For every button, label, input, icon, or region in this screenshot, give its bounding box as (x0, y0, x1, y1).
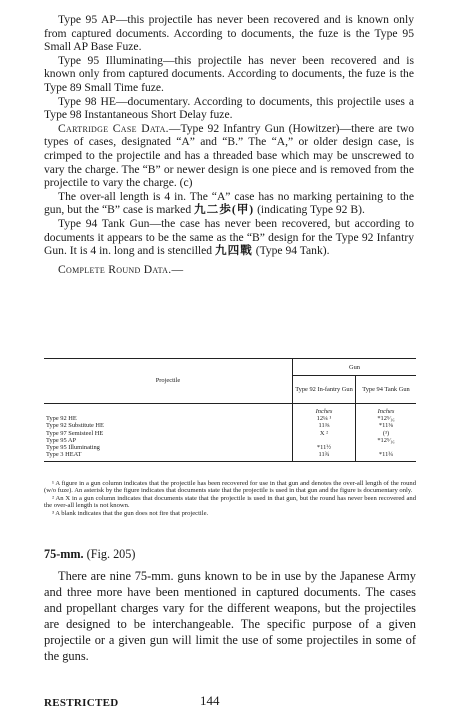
header-gun: Gun (293, 359, 417, 376)
table-row (44, 415, 416, 422)
table-row (44, 444, 416, 451)
paragraph-type98-he: Type 98 HE—documentary. According to documents, this projectile uses a Type 98 Instantaneous Short Delay fuze. (44, 94, 414, 122)
header-type92-gun: Type 92 In-fantry Gun (293, 376, 356, 404)
kanji-marking-94: 九四戰 (215, 244, 253, 258)
table-row (44, 437, 416, 444)
paragraph-overall-length (44, 190, 414, 217)
paragraph-75mm: There are nine 75-mm. guns known to be in use by the Japanese Army and three more have been mentioned in captured documents. The cases and propellant charges vary for the different weapons, but the projectiles are designed to be interchangeable. The specific purpose of a given projectile or a given gun will limit the use of some projectiles in some of the guns. (44, 569, 416, 663)
paragraph-type95-illuminating: Type 95 Illuminating—this projectile has never been recovered and is known only from captured documents. According to documents, the fuze is the Type 89 Small Time fuze. (44, 53, 414, 94)
paragraph-type94-tank (44, 217, 414, 258)
row-name: Type 97 Semisteel HE (44, 430, 293, 437)
row-gun2-value: *11¾ (356, 451, 417, 462)
complete-round-heading: Complete Round Data.— (58, 262, 184, 276)
row-name: Type 3 HEAT (44, 451, 293, 462)
classification-marking: RESTRICTED (44, 697, 119, 709)
row-gun2-value: (³) (382, 429, 390, 437)
complete-round-table (44, 358, 416, 462)
row-gun1-value: 11⅜ (293, 422, 356, 429)
units-spacer (44, 404, 293, 416)
row-gun1-value: X ² (293, 430, 356, 437)
row-gun2-value (356, 444, 417, 451)
row-gun1-value: 11¾ (293, 451, 356, 462)
text-block-top (44, 13, 414, 276)
header-type94-gun: Type 94 Tank Gun (356, 376, 417, 404)
footnote-3: ³ A blank indicates that the gun does not fire that projectile. (52, 509, 209, 517)
overall-length-text-end: (indicating Type 92 B). (257, 203, 365, 217)
units-gun2: Inches (377, 408, 395, 415)
cartridge-case-heading: Cartridge Case Data. (58, 121, 169, 135)
table-row (44, 451, 416, 462)
section-body (44, 568, 416, 664)
page-number: 144 (200, 693, 220, 708)
row-gun2-value: *12⁵⁄₁₆ (377, 415, 395, 423)
cartridge-case-text: —Type 92 Infantry Gun (Howitzer)—there are two types of cases, designated “A” and “B.” The “A,” or older design case, is crimped to the projectile and has a threaded base which may be unscrewed to vary the charge. The “B” or newer design is one piece and is removed from the projectile to vary the charge. (c) (44, 121, 414, 190)
section-figure-ref: (Fig. 205) (86, 547, 136, 561)
row-name: Type 95 AP (44, 437, 293, 444)
section-heading (44, 547, 135, 562)
row-name: Type 92 Substitute HE (44, 422, 293, 429)
overall-length-text: The over-all length is 4 in. The “A” case has no marking pertaining to the gun, but the “B” case is marked (44, 189, 414, 217)
units-gun1: Inches (293, 404, 356, 416)
kanji-marking-92b: 九二歩(甲) (194, 203, 255, 217)
paragraph-type95-ap: Type 95 AP—this projectile has never been recovered and is known only from captured documents. According to documents, the fuze is the Type 95 Small AP Base Fuze. (44, 13, 414, 54)
table-row (44, 430, 416, 437)
row-gun1-value (293, 437, 356, 444)
table-footnotes (44, 480, 416, 517)
footnote-2: ² An X in a gun column indicates that documents state that the projectile is used in that gun, but the round has never been recovered and the over-all length is not known. (44, 494, 416, 510)
row-gun2-value: *12⁵⁄₁₆ (377, 436, 395, 444)
tank-gun-text: Type 94 Tank Gun—the case has never been recovered, but according to documents it appears to be the same as the “B” design for the Type 92 Infantry Gun. It is 4 in. long and is stencilled (44, 216, 414, 258)
header-projectile: Projectile (44, 359, 293, 404)
section-title: 75-mm. (44, 547, 84, 561)
row-name: Type 92 HE (44, 415, 293, 422)
tank-gun-text-end: (Type 94 Tank). (255, 244, 330, 258)
table-row (44, 422, 416, 429)
paragraph-cartridge-case (44, 122, 414, 190)
footnote-1: ¹ A figure in a gun column indicates that the projectile has been recovered for use in that gun and denotes the over-all length of the round (w/o fuze). An asterisk by the figure indicates that documents state that the projectile is used in that gun and the figure is documentary only. (44, 480, 416, 495)
row-gun1-value: 12¼ ¹ (293, 415, 356, 422)
row-name: Type 95 Illuminating (44, 444, 293, 451)
row-gun1-value: *11½ (293, 444, 356, 451)
row-gun2-value: *11⅜ (378, 422, 394, 430)
